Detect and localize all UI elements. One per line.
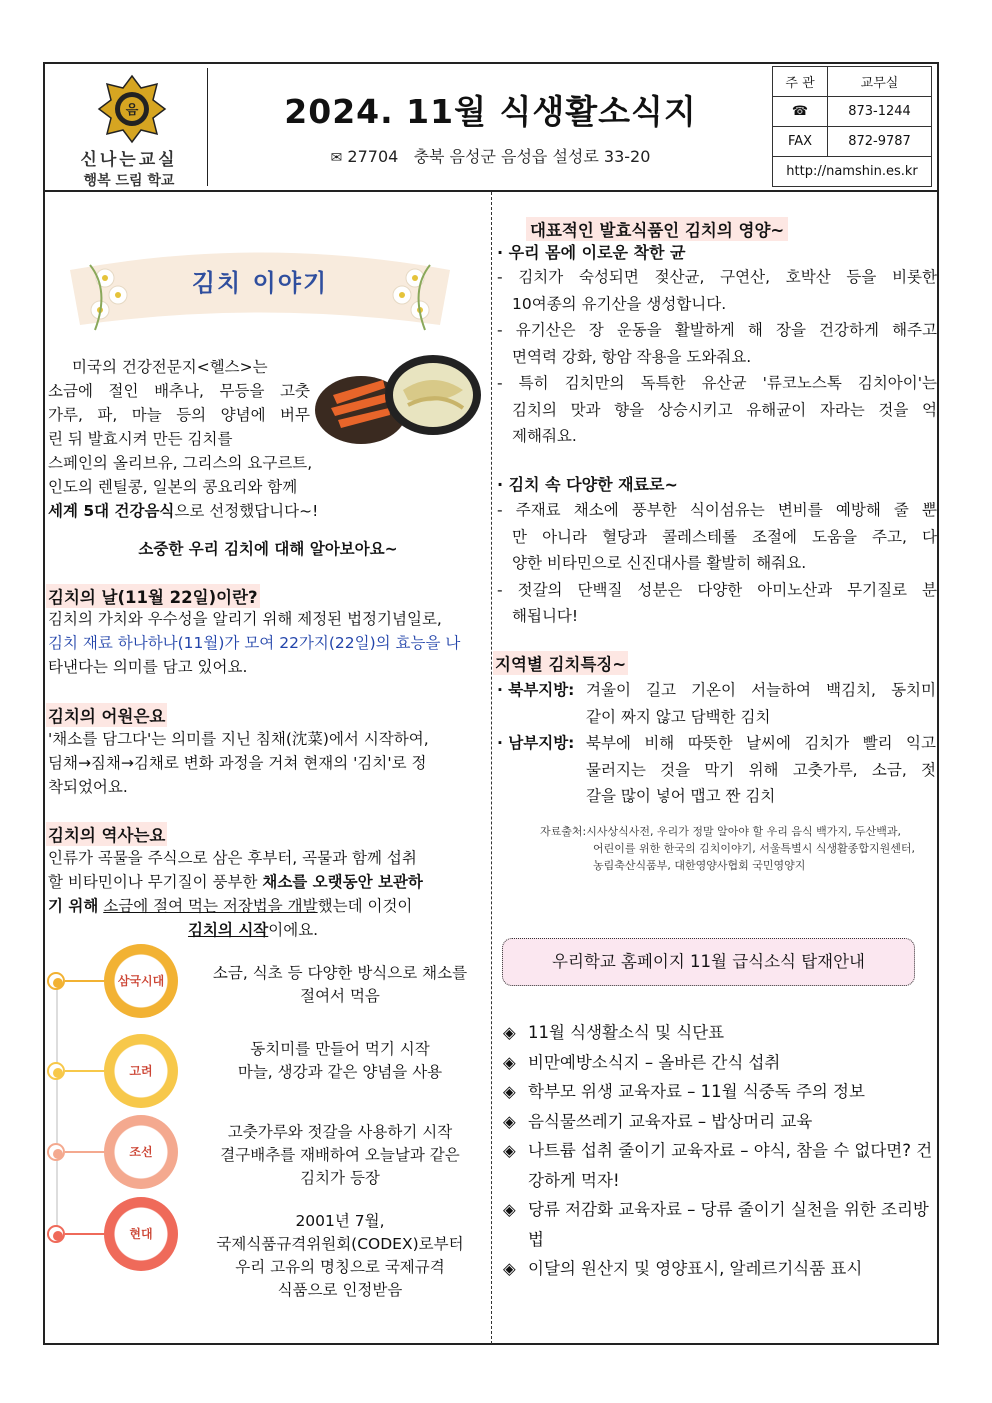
timeline-dot-inner (53, 1149, 63, 1159)
timeline-dot (47, 1225, 65, 1243)
list-item-line: 면역력 강화, 항암 작용을 도와줘요. (512, 347, 752, 366)
list-item-line: 김치의 맛과 향을 상승시키고 유해균이 자라는 것을 억 (512, 400, 937, 419)
region-description: 갈을 많이 넣어 맵고 짠 김치 (586, 787, 776, 805)
timeline-description (195, 1121, 485, 1190)
homepage-link[interactable]: http://namshin.es.kr (773, 157, 932, 187)
contact-value: 873-1244 (828, 97, 932, 127)
diamond-bullet-icon: ◈ (503, 1052, 516, 1072)
section-title-etymology: 김치의 어원은요 (46, 703, 167, 727)
diamond-bullet-icon: ◈ (503, 1111, 516, 1131)
timeline-description (195, 1210, 485, 1302)
contact-value: 교무실 (828, 67, 932, 97)
text-line: '채소를 담그다'는 의미를 지닌 침채(沈菜)에서 시작하여, (48, 730, 429, 748)
contact-row (773, 97, 932, 127)
list-item-line: 양한 비타민으로 신진대사를 활발히 해줘요. (512, 554, 807, 572)
region-name: · 남부지방: (497, 734, 575, 752)
text-line: 인류가 곡물을 주식으로 삼은 후부터, 곡물과 함께 섭취 (48, 849, 417, 867)
timeline-line-text: 동치미를 만들어 먹기 시작 (250, 1040, 430, 1058)
text-line (48, 918, 488, 942)
notice-item-text: 비만예방소식지 – 올바른 간식 섭취 (528, 1052, 781, 1072)
notice-item (503, 1077, 933, 1107)
subheading-ingredients: · 김치 속 다양한 재료로~ (497, 475, 678, 494)
source-line: 자료출처:시사상식사전, 우리가 정말 알아야 할 우리 음식 백가지, 두산백과, (540, 825, 901, 838)
timeline-connector (65, 1151, 105, 1153)
notice-item (503, 1254, 933, 1284)
source-line: 농림축산식품부, 대한영양사협회 국민영양지 (593, 859, 806, 872)
text-part: 이에요. (268, 921, 319, 939)
region-description: 북부에 비해 따뜻한 날씨에 김치가 빨리 익고 (586, 734, 936, 752)
intro-highlight: 세계 5대 건강음식 (48, 502, 175, 520)
timeline-dot (47, 972, 65, 990)
kimchi-day-text (48, 607, 488, 679)
notice-item (503, 1107, 933, 1137)
timeline-dot (47, 1143, 65, 1161)
timeline-dot-inner (53, 1068, 63, 1078)
subheading-good-bacteria: · 우리 몸에 이로운 착한 균 (497, 243, 686, 262)
notice-item (503, 1018, 933, 1048)
notice-item-text: 이달의 원산지 및 영양표시, 알레르기식품 표시 (528, 1259, 863, 1278)
section-title-history: 김치의 역사는요 (46, 822, 167, 846)
timeline-line-text: 절여서 먹음 (300, 987, 380, 1005)
address-line (213, 144, 768, 167)
contact-key: 주 관 (773, 67, 828, 97)
list-item-line: - 젓갈의 단백질 성분은 다양한 아미노산과 무기질로 분 (497, 580, 937, 599)
school-name: 신나는교실 (80, 150, 178, 170)
banner-title: 김치 이야기 (191, 269, 329, 297)
text-part: 할 비타민이나 무기질이 풍부한 (48, 873, 263, 891)
region-description: 겨울이 길고 기온이 서늘하여 백김치, 동치미 (586, 681, 936, 699)
diamond-bullet-icon: ◈ (503, 1141, 516, 1160)
history-text (48, 846, 488, 942)
contact-row (773, 67, 932, 97)
text-bold: 채소를 오랫동안 보관하 (262, 873, 423, 891)
homepage-notice-box: 우리학교 홈페이지 11월 급식소식 탑재안내 (502, 938, 915, 986)
section-title-kimchi-day: 김치의 날(11월 22일)이란? (46, 584, 260, 608)
timeline-line-text: 우리 고유의 명칭으로 국제규격 (235, 1258, 445, 1276)
school-logo-box (51, 68, 208, 189)
source-citation (530, 823, 940, 874)
notice-item-text: 당류 저감화 교육자료 – 당류 줄이기 실천을 위한 조리방법 (528, 1200, 929, 1249)
intro-line: 린 뒤 발효시켜 만든 김치를 (48, 430, 233, 448)
text-part: 했는데 이것이 (317, 897, 413, 915)
timeline-line-text: 고춧가루와 젓갈을 사용하기 시작 (227, 1123, 453, 1141)
timeline-era-badge: 현대 (104, 1197, 178, 1271)
timeline-line-text: 식품으로 인정받음 (277, 1281, 403, 1299)
list-item-line: - 김치가 숙성되면 젖산균, 구연산, 호박산 등을 비롯한 (497, 268, 937, 286)
section-title-regional: 지역별 김치특징~ (493, 651, 628, 675)
list-item-line: 10여종의 유기산을 생성합니다. (512, 294, 727, 313)
list-item-line: - 특히 김치만의 독특한 유산균 '류코노스톡 김치아이'는 (497, 374, 937, 392)
contact-key: FAX (773, 127, 828, 157)
timeline-era-badge: 고려 (104, 1034, 178, 1108)
region-name: · 북부지방: (497, 681, 575, 699)
timeline-era-badge: 조선 (104, 1115, 178, 1189)
text-line: 김치의 가치와 우수성을 알리기 위해 제정된 법정기념일로, (48, 610, 442, 628)
notice-item (503, 1136, 933, 1195)
text-line: 김치 재료 하나하나(11월)가 모여 22가지(22일)의 효능을 나 (48, 634, 461, 652)
timeline-line-text: 2001년 7월, (295, 1212, 385, 1230)
intro-paragraph (48, 355, 348, 523)
timeline-description (195, 1038, 485, 1084)
text-line: 타낸다는 의미를 담고 있어요. (48, 658, 248, 676)
notice-item-text: 나트륨 섭취 줄이기 교육자료 – 야식, 참을 수 없다면? 건강하게 먹자! (528, 1141, 933, 1190)
notice-item-text: 11월 식생활소식 및 식단표 (528, 1023, 725, 1042)
intro-line: 미국의 건강전문지<헬스>는 (72, 358, 268, 376)
school-emblem-icon (97, 74, 167, 144)
contact-table (772, 66, 932, 187)
timeline-description (195, 962, 485, 1008)
text-line (48, 870, 488, 894)
intro-line (48, 499, 348, 523)
etymology-text (48, 727, 488, 799)
timeline-line-text: 소금, 식초 등 다양한 방식으로 채소를 (212, 964, 468, 982)
diamond-bullet-icon: ◈ (503, 1259, 516, 1278)
timeline-dot-inner (53, 1231, 63, 1241)
list-item-line: - 유기산은 장 운동을 활발하게 해 장을 건강하게 해주고 (497, 321, 937, 339)
column-divider (491, 192, 492, 1344)
intro-line: 스페인의 올리브유, 그리스의 요구르트, (48, 454, 313, 472)
timeline-era-badge: 삼국시대 (104, 944, 178, 1018)
text-line: 착되었어요. (48, 778, 128, 796)
notice-item-text: 음식물쓰레기 교육자료 – 밥상머리 교육 (528, 1111, 813, 1131)
contact-value: 872-9787 (828, 127, 932, 157)
list-item-line: 제해줘요. (512, 427, 577, 445)
notice-list (503, 1018, 933, 1284)
section-title-nutrition: 대표적인 발효식품인 김치의 영양~ (526, 217, 788, 241)
timeline-line-text: 마늘, 생강과 같은 양념을 사용 (237, 1063, 443, 1081)
text-underline: 소금에 절여 먹는 저장법을 개발 (103, 897, 318, 915)
list-item-line: - 주재료 채소에 풍부한 식이섬유는 변비를 예방해 줄 뿐 (497, 501, 937, 519)
timeline-dot-inner (53, 978, 63, 988)
contact-row (773, 127, 932, 157)
mail-icon: ✉ (330, 150, 343, 166)
diamond-bullet-icon: ◈ (503, 1082, 516, 1101)
notice-item (503, 1195, 933, 1254)
diamond-bullet-icon: ◈ (503, 1023, 516, 1042)
timeline-line-text: 김치가 등장 (300, 1169, 380, 1187)
timeline-line (56, 982, 58, 1240)
text-bold: 기 위해 (48, 897, 99, 915)
header (43, 62, 939, 192)
intro-line: 인도의 렌틸콩, 일본의 콩요리와 함께 (48, 478, 298, 496)
timeline-connector (65, 1233, 105, 1235)
intro-line: 가루, 파, 마늘 등의 양념에 버무 (48, 406, 310, 424)
diamond-bullet-icon: ◈ (503, 1200, 516, 1219)
list-item-line: 해됩니다! (512, 607, 579, 625)
intro-call: 소중한 우리 김치에 대해 알아보아요~ (138, 540, 398, 558)
text-bold-underline: 김치의 시작 (188, 921, 269, 939)
text-line: 딤채→짐채→김채로 변화 과정을 거쳐 현재의 '김치'로 정 (48, 754, 427, 772)
svg-text:음: 음 (125, 103, 139, 118)
region-description: 물러지는 것을 막기 위해 고춧가루, 소금, 젓 (586, 760, 936, 779)
timeline-line-text: 국제식품규격위원회(CODEX)로부터 (216, 1235, 464, 1253)
text-line (48, 894, 488, 918)
timeline-line-text: 결구배추를 재배하여 오늘날과 같은 (220, 1146, 460, 1164)
phone-icon: ☎ (773, 97, 828, 127)
list-item-line: 만 아니라 혈당과 콜레스테롤 조절에 도움을 주고, 다 (512, 527, 937, 546)
intro-line: 소금에 절인 배추나, 무등을 고춧 (48, 382, 310, 400)
address-text: 27704 충북 음성군 음성읍 설성로 33-20 (347, 147, 651, 166)
school-slogan: 행복 드림 학교 (83, 173, 175, 189)
contact-row (773, 157, 932, 187)
notice-item-text: 학부모 위생 교육자료 – 11월 식중독 주의 정보 (528, 1082, 865, 1101)
notice-item (503, 1048, 933, 1078)
page-title: 2024. 11월 식생활소식지 (284, 92, 697, 131)
region-description: 같이 짜지 않고 담백한 김치 (586, 707, 771, 726)
intro-rest: 으로 선정했답니다~! (174, 502, 319, 520)
timeline-connector (65, 980, 105, 982)
timeline-dot (47, 1062, 65, 1080)
timeline-connector (65, 1070, 105, 1072)
source-line: 어린이를 위한 한국의 김치이야기, 서울특별시 식생활종합지원센터, (593, 842, 916, 855)
